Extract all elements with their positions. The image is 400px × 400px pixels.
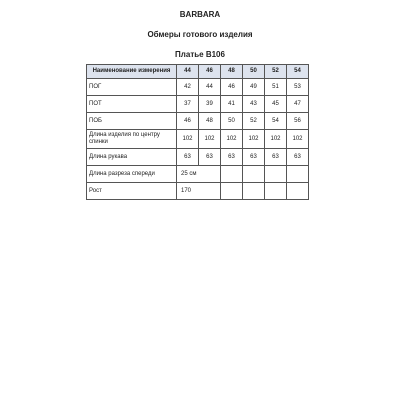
cell-value: 63	[199, 149, 221, 166]
header-size: 46	[199, 65, 221, 79]
cell-value: 63	[287, 149, 309, 166]
table-header-row	[87, 65, 309, 79]
row-name: Длина изделия по центру спинки	[87, 130, 177, 149]
cell-value: 47	[287, 96, 309, 113]
row-name: Длина разреза спереди	[87, 166, 177, 183]
row-name: ПОТ	[87, 96, 177, 113]
empty-cell	[265, 166, 287, 183]
empty-cell	[287, 183, 309, 200]
row-name: ПОБ	[87, 113, 177, 130]
model-title: Платье В106	[175, 50, 225, 59]
cell-value: 44	[199, 79, 221, 96]
header-size: 54	[287, 65, 309, 79]
table-row	[87, 149, 309, 166]
cell-value: 63	[177, 149, 199, 166]
table-row	[87, 96, 309, 113]
cell-value: 52	[243, 113, 265, 130]
cell-value: 63	[221, 149, 243, 166]
table-row	[87, 113, 309, 130]
cell-value: 41	[221, 96, 243, 113]
cell-value: 45	[265, 96, 287, 113]
cell-value: 42	[177, 79, 199, 96]
measurements-table	[86, 64, 309, 200]
cell-value: 50	[221, 113, 243, 130]
cell-value: 102	[243, 130, 265, 149]
cell-value: 102	[177, 130, 199, 149]
cell-value: 43	[243, 96, 265, 113]
cell-value: 63	[243, 149, 265, 166]
cell-value: 102	[199, 130, 221, 149]
row-name: Рост	[87, 183, 177, 200]
cell-value: 49	[243, 79, 265, 96]
empty-cell	[221, 183, 243, 200]
cell-value: 63	[265, 149, 287, 166]
cell-value: 56	[287, 113, 309, 130]
empty-cell	[221, 166, 243, 183]
header-measurement-name: Наименование измерения	[87, 65, 177, 79]
cell-value: 53	[287, 79, 309, 96]
table-row	[87, 130, 309, 149]
row-name: ПОГ	[87, 79, 177, 96]
cell-value: 102	[265, 130, 287, 149]
table-row	[87, 79, 309, 96]
cell-value: 48	[199, 113, 221, 130]
cell-value: 102	[221, 130, 243, 149]
header-size: 48	[221, 65, 243, 79]
table-row	[87, 166, 309, 183]
cell-value: 46	[221, 79, 243, 96]
empty-cell	[243, 183, 265, 200]
header-size: 52	[265, 65, 287, 79]
empty-cell	[265, 183, 287, 200]
cell-value: 46	[177, 113, 199, 130]
brand-title: BARBARA	[179, 10, 221, 19]
cell-value: 170	[177, 183, 221, 200]
header-size: 50	[243, 65, 265, 79]
cell-value: 54	[265, 113, 287, 130]
table-row	[87, 183, 309, 200]
empty-cell	[243, 166, 265, 183]
cell-value: 102	[287, 130, 309, 149]
row-name: Длина рукава	[87, 149, 177, 166]
cell-value: 51	[265, 79, 287, 96]
cell-value: 25 см	[177, 166, 221, 183]
cell-value: 37	[177, 96, 199, 113]
empty-cell	[287, 166, 309, 183]
header-size: 44	[177, 65, 199, 79]
cell-value: 39	[199, 96, 221, 113]
document-subtitle: Обмеры готового изделия	[147, 30, 253, 39]
